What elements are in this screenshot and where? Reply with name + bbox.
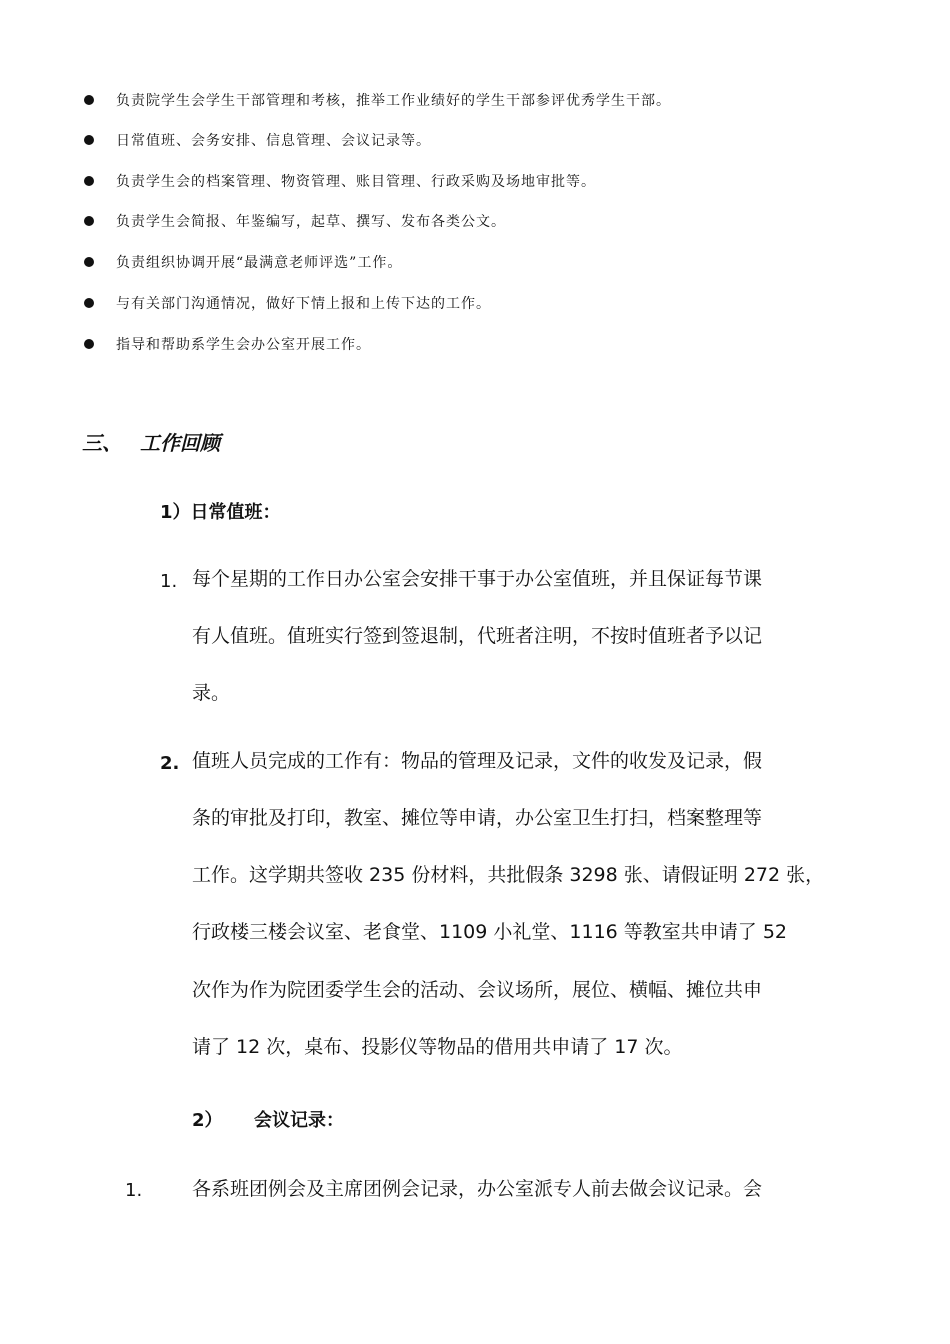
paragraph-line: 录。 xyxy=(192,682,231,704)
paragraph-line: 每个星期的工作日办公室会安排干事于办公室值班，并且保证每节课 xyxy=(192,568,763,590)
item-number: 1. xyxy=(125,1180,143,1201)
section-title: 工作回顾 xyxy=(140,430,220,455)
bullet-icon xyxy=(84,135,94,145)
bullet-icon xyxy=(84,257,94,267)
paragraph-line: 行政楼三楼会议室、老食堂、1109 小礼堂、1116 等教室共申请了 52 xyxy=(192,921,788,943)
duty-item xyxy=(80,331,371,357)
paragraph-line: 次作为作为院团委学生会的活动、会议场所，展位、横幅、摊位共申 xyxy=(192,979,763,1001)
duty-text: 负责组织协调开展“最满意老师评选”工作。 xyxy=(116,255,403,271)
item-number: 2. xyxy=(160,753,180,774)
bullet-icon xyxy=(84,298,94,308)
bullet-icon xyxy=(84,176,94,186)
item-number: 1. xyxy=(160,571,178,592)
paragraph-line: 值班人员完成的工作有：物品的管理及记录，文件的收发及记录，假 xyxy=(192,750,763,772)
bullet-icon xyxy=(84,339,94,349)
duty-text: 负责学生会简报、年鉴编写，起草、撰写、发布各类公文。 xyxy=(116,214,506,230)
duty-item xyxy=(80,87,671,113)
duty-item xyxy=(80,208,506,234)
section-heading xyxy=(82,424,220,458)
duty-text: 负责学生会的档案管理、物资管理、账目管理、行政采购及场地审批等。 xyxy=(116,174,596,190)
duty-item xyxy=(80,290,491,316)
paragraph-line: 有人值班。值班实行签到签退制，代班者注明，不按时值班者予以记 xyxy=(192,625,763,647)
bullet-icon xyxy=(84,216,94,226)
paragraph-line: 请了 12 次，桌布、投影仪等物品的借用共申请了 17 次。 xyxy=(192,1036,683,1058)
subsection-title: 会议记录： xyxy=(254,1110,344,1131)
paragraph-line: 各系班团例会及主席团例会记录，办公室派专人前去做会议记录。会 xyxy=(192,1178,763,1200)
duty-text: 日常值班、会务安排、信息管理、会议记录等。 xyxy=(116,133,431,149)
duty-text: 与有关部门沟通情况，做好下情上报和上传下达的工作。 xyxy=(116,296,491,312)
section-number: 三、 xyxy=(82,430,122,455)
paragraph-line: 工作。这学期共签收 235 份材料，共批假条 3298 张、请假证明 272 张， xyxy=(192,864,825,886)
subsection-heading-meeting-records xyxy=(192,1106,344,1132)
duty-item xyxy=(80,249,402,275)
subsection-heading-daily-duty: 1）日常值班： xyxy=(160,502,281,523)
bullet-icon xyxy=(84,95,94,105)
duty-text: 指导和帮助系学生会办公室开展工作。 xyxy=(116,337,371,353)
duty-text: 负责院学生会学生干部管理和考核，推举工作业绩好的学生干部参评优秀学生干部。 xyxy=(116,93,671,109)
paragraph-line: 条的审批及打印，教室、摊位等申请，办公室卫生打扫，档案整理等 xyxy=(192,807,763,829)
duty-item xyxy=(80,127,431,153)
duty-item xyxy=(80,168,596,194)
subsection-number: 2） xyxy=(192,1110,223,1131)
